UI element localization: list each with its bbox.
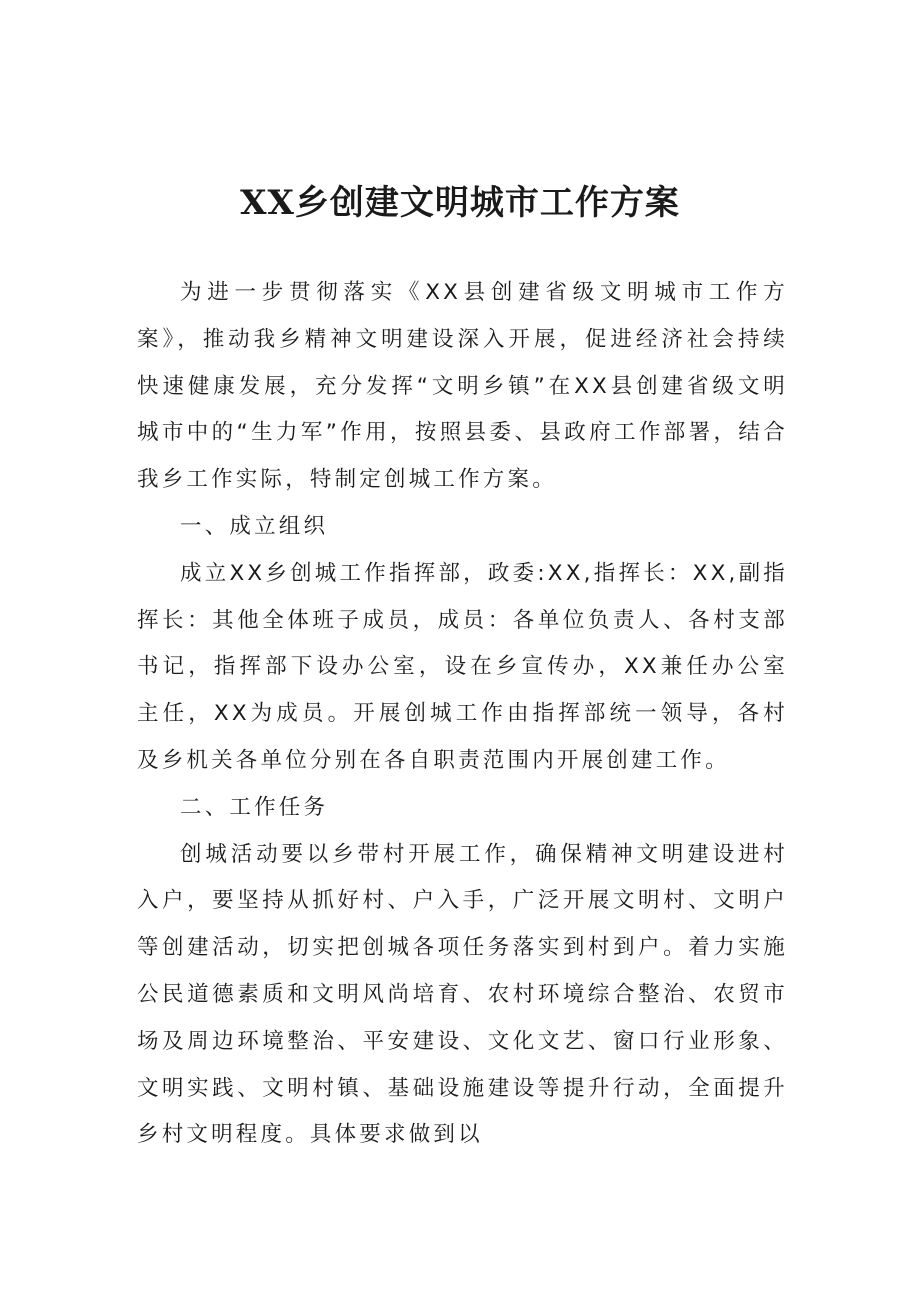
intro-paragraph: 为进一步贯彻落实《XX县创建省级文明城市工作方案》，推动我乡精神文明建设深入开展，促进经济社会持续快速健康发展，充分发挥“文明乡镇”在XX县创建省级文明城市中的“生力军”作用，按照县委、县政府工作部署，结合我乡工作实际，特制定创城工作方案。 <box>137 280 788 493</box>
section-heading-tasks: 二、工作任务 <box>180 794 329 820</box>
section-heading-organization: 一、成立组织 <box>180 513 329 539</box>
tasks-paragraph: 创城活动要以乡带村开展工作，确保精神文明建设进村入户，要坚持从抓好村、户入手，广泛开展文明村、文明户等创建活动，切实把创城各项任务落实到村到户。着力实施公民道德素质和文明风尚培育、农村环境综合整治、农贸市场及周边环境整治、平安建设、文化文艺、窗口行业形象、文明实践、文明村镇、基础设施建设等提升行动，全面提升乡村文明程度。具体要求做到以 <box>137 841 788 1148</box>
document-title: XX乡创建文明城市工作方案 <box>240 183 680 223</box>
organization-paragraph: 成立XX乡创城工作指挥部，政委:XX,指挥长：XX,副指挥长：其他全体班子成员，成员：各单位负责人、各村支部书记，指挥部下设办公室，设在乡宣传办，XX兼任办公室主任，XX为成员。开展创城工作由指挥部统一领导，各村及乡机关各单位分别在各自职责范围内开展创建工作。 <box>137 560 788 773</box>
document-body <box>137 270 788 1159</box>
